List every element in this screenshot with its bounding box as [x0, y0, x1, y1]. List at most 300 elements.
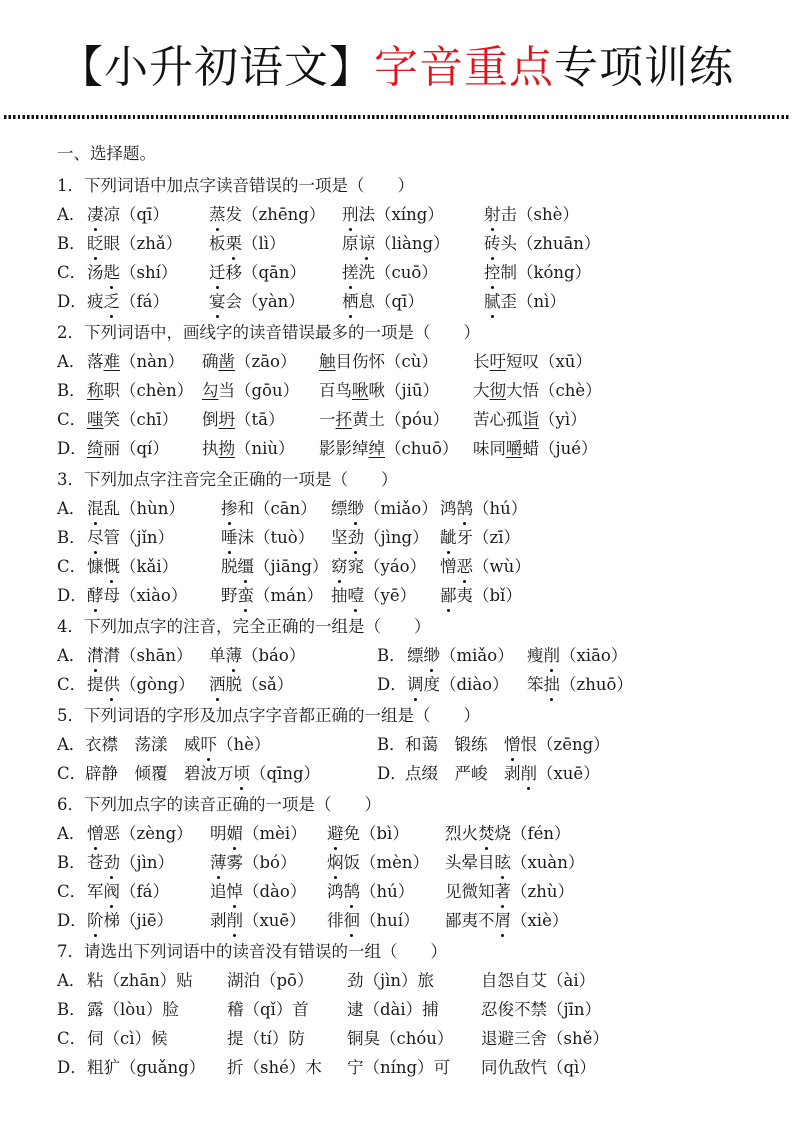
option-term — [445, 848, 584, 877]
option-row — [57, 730, 757, 759]
term-pinyin: （fá） — [120, 882, 169, 901]
option-term — [331, 494, 438, 523]
term-pinyin: （yì） — [539, 410, 587, 429]
dotted-char: 著 — [495, 877, 512, 906]
term-text: 野 — [221, 586, 238, 605]
term-pinyin: （yē） — [364, 586, 417, 605]
option-term — [87, 906, 173, 935]
term-pinyin: 职（chèn） — [103, 381, 194, 400]
dotted-char: 劲 — [104, 848, 121, 877]
option-term — [87, 581, 187, 610]
term-text: 一 — [319, 410, 336, 429]
option-label[interactable]: D． — [57, 586, 87, 605]
underlined-char: 拗 — [218, 439, 235, 458]
term-pinyin: 免（bì） — [343, 824, 409, 843]
underlined-char: 嚼 — [506, 439, 523, 458]
term-text: 剥 — [210, 911, 227, 930]
term-pinyin: （qīng） — [250, 764, 321, 783]
option-term — [484, 258, 591, 287]
question-stem: 5．下列词语的字形及加点字字音都正确的一组是（ ） — [57, 706, 480, 725]
option-label[interactable]: D． — [377, 675, 407, 694]
term-pinyin: （xuē） — [243, 911, 306, 930]
term-pinyin: 脱（sǎ） — [225, 675, 294, 694]
option-term — [347, 995, 439, 1024]
option-row — [57, 258, 757, 287]
term-pinyin: 雾（bó） — [226, 853, 297, 872]
underlined-char: 诣 — [522, 410, 539, 429]
dotted-char: 供 — [104, 670, 121, 699]
term-pinyin: 粘（zhān）贴 — [87, 971, 193, 990]
term-text: 缥 — [331, 499, 348, 518]
term-text: 坚 — [331, 528, 348, 547]
dotted-char: 削 — [227, 906, 244, 935]
option-label[interactable]: B． — [57, 381, 86, 400]
option-term — [202, 405, 284, 434]
term-pinyin: （kǎi） — [120, 557, 179, 576]
option-term — [87, 1024, 168, 1053]
option-term — [481, 966, 595, 995]
option-term — [87, 819, 193, 848]
option-term — [331, 552, 426, 581]
option-label[interactable]: B． — [57, 1000, 86, 1019]
term-text: 影影绰 — [319, 439, 369, 458]
term-text: 辟静 倾覆 碧波万 — [85, 764, 234, 783]
term-pinyin: （xuàn） — [511, 853, 585, 872]
term-pinyin: （shí） — [120, 263, 178, 282]
option-terms — [405, 730, 610, 759]
dotted-char: 徊 — [344, 906, 361, 935]
option-term — [87, 670, 195, 699]
dotted-char: 刑 — [342, 200, 359, 229]
dotted-char: 眩 — [495, 848, 512, 877]
term-text: 板 — [209, 234, 226, 253]
question-stem: 2．下列词语中，画线字的读音错误最多的一项是（ ） — [57, 323, 480, 342]
option-row — [57, 877, 757, 906]
option-row — [57, 1053, 757, 1082]
option-term — [342, 258, 438, 287]
option-label[interactable]: A． — [57, 646, 86, 665]
term-text: 笨 — [527, 675, 544, 694]
dotted-char: 控 — [484, 258, 501, 287]
term-pinyin: （xiāo） — [560, 646, 628, 665]
option-row — [57, 523, 757, 552]
option-term — [202, 376, 299, 405]
dotted-char: 搓 — [342, 258, 359, 287]
option-term — [473, 347, 592, 376]
option-row — [57, 966, 757, 995]
option-terms — [405, 759, 600, 788]
term-text: 苍 — [87, 853, 104, 872]
option-row — [57, 819, 757, 848]
underlined-char: 彻 — [489, 381, 506, 400]
term-pinyin: 沫（tuò） — [237, 528, 315, 547]
title-suffix: 专项训练 — [554, 42, 734, 93]
term-pinyin: 自怨自艾（ài） — [481, 971, 596, 990]
dotted-char: 谅 — [359, 229, 376, 258]
term-text: 确 — [202, 352, 219, 371]
term-pinyin: （dào） — [243, 882, 307, 901]
term-pinyin: 会（yàn） — [225, 292, 305, 311]
underlined-char: 勾 — [202, 381, 219, 400]
term-pinyin: 潸（shān） — [103, 646, 193, 665]
option-term — [87, 995, 179, 1024]
option-label[interactable]: D． — [377, 764, 407, 783]
option-label[interactable]: C． — [57, 764, 87, 783]
option-term — [209, 670, 293, 699]
option-term — [481, 1053, 596, 1082]
term-pinyin: （xiè） — [511, 911, 569, 930]
term-pinyin: （xuē） — [537, 764, 600, 783]
option-label[interactable]: D． — [57, 439, 87, 458]
option-row — [57, 1024, 757, 1053]
option-term — [484, 229, 600, 258]
question-stem: 7．请选出下列词语中的读音没有错误的一组（ ） — [57, 942, 447, 961]
question-stem: 3．下列加点字注音完全正确的一项是（ ） — [57, 470, 398, 489]
term-text: 慷 — [87, 557, 104, 576]
term-text: 百鸟 — [319, 381, 352, 400]
option-row — [57, 906, 757, 935]
option-term — [202, 347, 296, 376]
option-term — [227, 966, 314, 995]
term-text: 鸿 — [440, 499, 457, 518]
option-term — [87, 434, 169, 463]
dotted-char: 宴 — [209, 287, 226, 316]
term-pinyin: 逮（dài）捕 — [347, 1000, 439, 1019]
term-text: 单 — [209, 646, 226, 665]
term-pinyin: （mán） — [254, 586, 324, 605]
dotted-char: 憎 — [87, 819, 104, 848]
term-pinyin: 洗（cuō） — [358, 263, 438, 282]
dotted-char: 薄 — [210, 848, 227, 877]
option-term — [227, 995, 309, 1024]
option-term — [221, 581, 323, 610]
title-prefix: 小升初语文 — [104, 42, 329, 93]
option-term — [87, 494, 185, 523]
option-term — [87, 405, 178, 434]
option-row — [57, 229, 757, 258]
option-label[interactable]: D． — [57, 292, 87, 311]
option-term — [407, 670, 509, 699]
option-terms — [85, 730, 270, 759]
option-label[interactable]: B． — [57, 853, 86, 872]
option-term — [327, 819, 409, 848]
term-pinyin: 头（zhuān） — [500, 234, 601, 253]
option-label[interactable]: A． — [57, 824, 86, 843]
option-term — [227, 1024, 305, 1053]
dotted-char: 噎 — [348, 581, 365, 610]
option-label[interactable]: C． — [57, 557, 87, 576]
underlined-char: 触 — [319, 352, 336, 371]
term-text: 明 — [210, 824, 227, 843]
term-pinyin: （báo） — [242, 646, 306, 665]
option-row — [57, 995, 757, 1024]
term-text: 军 — [87, 882, 104, 901]
term-text: 见微知 — [445, 882, 495, 901]
dotted-char: 阶 — [87, 906, 104, 935]
dotted-char: 迁 — [209, 258, 226, 287]
term-pinyin: 稽（qǐ）首 — [227, 1000, 309, 1019]
question-stem: 1．下列词语中加点字读音错误的一项是（ ） — [57, 176, 414, 195]
term-pinyin: （zhuō） — [560, 675, 633, 694]
option-term — [327, 848, 429, 877]
option-term — [87, 966, 193, 995]
option-label[interactable]: A． — [57, 971, 86, 990]
option-term — [484, 200, 579, 229]
term-text: 追 — [210, 882, 227, 901]
option-row — [57, 434, 757, 463]
term-pinyin: 凉（qī） — [103, 205, 169, 224]
dotted-char: 窈 — [331, 552, 348, 581]
option-term — [481, 1024, 609, 1053]
dotted-char: 凄 — [87, 200, 104, 229]
term-pinyin: （huí） — [360, 911, 420, 930]
option-term — [202, 434, 295, 463]
option-term — [210, 819, 307, 848]
dotted-char: 酵 — [87, 581, 104, 610]
term-text: 缥 — [407, 646, 424, 665]
term-pinyin: 乱（hùn） — [103, 499, 185, 518]
option-term — [342, 200, 444, 229]
option-row — [57, 376, 757, 405]
underlined-char: 绰 — [368, 439, 385, 458]
term-pinyin: 劲（jìn）旅 — [347, 971, 435, 990]
option-label[interactable]: B． — [377, 735, 406, 754]
option-term — [87, 552, 178, 581]
underlined-char: 抔 — [335, 410, 352, 429]
title-bracket-right: 】 — [329, 42, 374, 93]
underlined-char: 吁 — [489, 352, 506, 371]
option-term — [87, 523, 174, 552]
term-pinyin: 恶（zèng） — [103, 824, 193, 843]
term-pinyin: 夷（bǐ） — [456, 586, 522, 605]
term-pinyin: （gòng） — [120, 675, 195, 694]
option-row — [57, 287, 757, 316]
term-pinyin: 宁（níng）可 — [347, 1058, 451, 1077]
dotted-char: 唾 — [221, 523, 238, 552]
question-stem: 4．下列加点字的注音，完全正确的一组是（ ） — [57, 617, 431, 636]
term-pinyin: （jìn） — [120, 853, 175, 872]
option-label[interactable]: A． — [57, 735, 86, 754]
term-pinyin: 发（zhēng） — [225, 205, 326, 224]
term-pinyin: 短叹（xū） — [506, 352, 592, 371]
dotted-char: 鹄 — [457, 494, 474, 523]
option-term — [440, 523, 520, 552]
dotted-char: 调 — [407, 670, 424, 699]
option-label[interactable]: D． — [57, 1058, 87, 1077]
term-pinyin: 度（diào） — [423, 675, 509, 694]
option-term — [87, 641, 193, 670]
dotted-char: 薄 — [226, 641, 243, 670]
term-pinyin: 歪（nì） — [500, 292, 566, 311]
option-label[interactable]: C． — [57, 410, 87, 429]
term-pinyin: 铜臭（chóu） — [347, 1029, 454, 1048]
option-label[interactable]: C． — [57, 1029, 87, 1048]
option-term — [481, 995, 601, 1024]
option-term — [209, 258, 306, 287]
term-pinyin: （jìng） — [364, 528, 429, 547]
term-text: 落 — [87, 352, 104, 371]
option-term — [347, 966, 434, 995]
dotted-char: 吓 — [201, 730, 218, 759]
dotted-char: 焚 — [478, 819, 495, 848]
term-text: 汤 — [87, 263, 104, 282]
term-text: 疲 — [87, 292, 104, 311]
dotted-char: 避 — [327, 819, 344, 848]
option-label[interactable]: D． — [57, 911, 87, 930]
option-label[interactable]: A． — [57, 499, 86, 518]
option-row — [57, 494, 757, 523]
section-title: 一、选择题。 — [57, 144, 156, 163]
worksheet-body — [57, 141, 757, 1082]
term-text: 脱 — [221, 557, 238, 576]
dotted-char: 栗 — [226, 229, 243, 258]
dotted-char: 眨 — [87, 229, 104, 258]
option-term — [87, 200, 169, 229]
term-pinyin: 露（lòu）脸 — [87, 1000, 179, 1019]
underlined-char: 难 — [103, 352, 120, 371]
dotted-char: 拙 — [544, 670, 561, 699]
dotted-char: 混 — [87, 494, 104, 523]
option-term — [319, 405, 449, 434]
option-term — [319, 376, 439, 405]
dotted-char: 慨 — [104, 552, 121, 581]
term-text: 憎 — [440, 557, 457, 576]
term-pinyin: 粗犷（guǎng） — [87, 1058, 206, 1077]
option-term — [210, 848, 297, 877]
dotted-char: 劲 — [348, 523, 365, 552]
option-row — [57, 848, 757, 877]
dotted-char: 鄙 — [440, 581, 457, 610]
term-pinyin: （wù） — [473, 557, 531, 576]
option-term — [209, 200, 325, 229]
term-pinyin: 击（shè） — [500, 205, 579, 224]
option-term — [209, 287, 305, 316]
term-text: 原 — [342, 234, 359, 253]
option-term — [473, 434, 598, 463]
term-pinyin: （miǎo） — [364, 499, 438, 518]
dotted-char: 削 — [521, 759, 538, 788]
term-pinyin: （zhù） — [511, 882, 574, 901]
option-row — [57, 759, 757, 788]
underlined-char: 凿 — [218, 352, 235, 371]
option-label[interactable]: B． — [57, 528, 86, 547]
option-term — [440, 581, 522, 610]
option-term — [221, 494, 317, 523]
term-pinyin: 和（cān） — [237, 499, 317, 518]
term-pinyin: 折（shé）木 — [227, 1058, 322, 1077]
option-term — [87, 258, 177, 287]
option-term — [331, 581, 416, 610]
underlined-char: 称 — [87, 381, 104, 400]
option-term — [210, 877, 306, 906]
term-text: 鄙夷不 — [445, 911, 495, 930]
option-term — [87, 229, 182, 258]
term-text: 长 — [473, 352, 490, 371]
option-term — [221, 523, 314, 552]
option-term — [209, 641, 305, 670]
term-text: 烈火 — [445, 824, 478, 843]
term-text: 鸿 — [327, 882, 344, 901]
term-pinyin: 管（jǐn） — [103, 528, 175, 547]
term-pinyin: 目伤怀（cù） — [335, 352, 438, 371]
term-pinyin: （jiāng） — [254, 557, 329, 576]
option-term — [342, 287, 424, 316]
option-term — [407, 641, 514, 670]
dotted-char: 洒 — [209, 670, 226, 699]
option-label[interactable]: B． — [57, 234, 86, 253]
option-row — [57, 552, 757, 581]
option-term — [347, 1053, 450, 1082]
term-text: 味同 — [473, 439, 506, 458]
term-pinyin: 梯（jiē） — [103, 911, 174, 930]
term-pinyin: （fá） — [120, 292, 169, 311]
option-term — [87, 848, 174, 877]
option-label[interactable]: A． — [57, 205, 86, 224]
term-pinyin: 蜡（jué） — [522, 439, 598, 458]
term-pinyin: 烧（fén） — [494, 824, 571, 843]
dotted-char: 顷 — [234, 759, 251, 788]
term-pinyin: 牙（zī） — [456, 528, 520, 547]
option-label[interactable]: A． — [57, 352, 86, 371]
option-term — [440, 552, 531, 581]
option-term — [87, 347, 184, 376]
dotted-char: 掺 — [221, 494, 238, 523]
term-text: 大 — [473, 381, 490, 400]
option-term — [327, 906, 420, 935]
term-text: 衣襟 荡漾 威 — [85, 735, 201, 754]
term-pinyin: （miǎo） — [440, 646, 514, 665]
term-pinyin: （tā） — [235, 410, 285, 429]
option-term — [87, 1053, 205, 1082]
option-label[interactable]: B． — [377, 646, 406, 665]
term-text: 头晕目 — [445, 853, 495, 872]
dotted-char: 憎 — [504, 730, 521, 759]
dotted-char: 屑 — [495, 906, 512, 935]
term-pinyin: （lì） — [242, 234, 286, 253]
term-pinyin: （chuō） — [385, 439, 459, 458]
term-pinyin: 母（xiào） — [103, 586, 188, 605]
term-text: 瘦 — [527, 646, 544, 665]
option-term — [445, 877, 574, 906]
dotted-char: 阀 — [104, 877, 121, 906]
dotted-char: 鹄 — [344, 877, 361, 906]
term-pinyin: （zāo） — [235, 352, 297, 371]
option-terms — [85, 759, 320, 788]
dotted-char: 蛮 — [238, 581, 255, 610]
term-text: 执 — [202, 439, 219, 458]
term-text: 倒 — [202, 410, 219, 429]
dotted-char: 削 — [544, 641, 561, 670]
term-pinyin: 忍俊不禁（jīn） — [481, 1000, 602, 1019]
term-text: 徘 — [327, 911, 344, 930]
option-term — [527, 670, 633, 699]
dotted-char: 媚 — [227, 819, 244, 848]
term-pinyin: （nàn） — [120, 352, 185, 371]
option-label[interactable]: C． — [57, 882, 87, 901]
option-label[interactable]: C． — [57, 263, 87, 282]
dotted-char: 匙 — [104, 258, 121, 287]
term-pinyin: （hú） — [360, 882, 415, 901]
term-pinyin: 黄土（póu） — [352, 410, 450, 429]
dotted-char: 悼 — [227, 877, 244, 906]
option-term — [342, 229, 450, 258]
term-text: 抽 — [331, 586, 348, 605]
underlined-char: 绮 — [87, 439, 104, 458]
term-pinyin: 丽（qí） — [103, 439, 169, 458]
option-label[interactable]: C． — [57, 675, 87, 694]
dotted-char: 缰 — [238, 552, 255, 581]
dotted-char: 蒸 — [209, 200, 226, 229]
